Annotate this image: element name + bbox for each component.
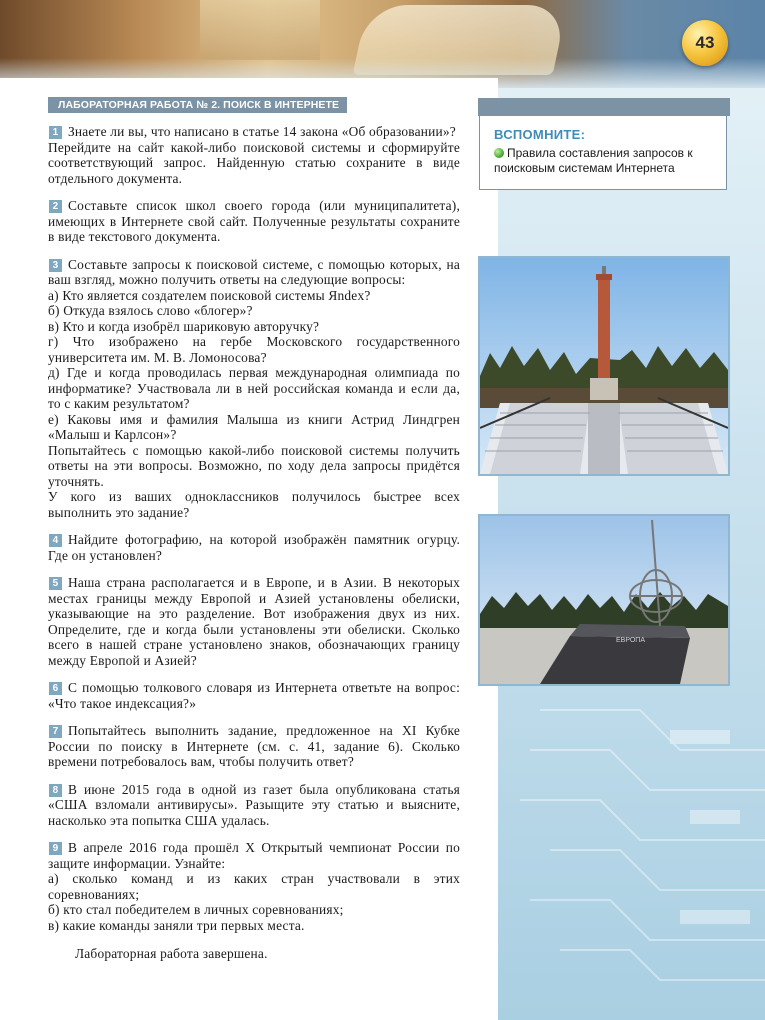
obelisk-photo-icon	[480, 258, 728, 474]
task-line	[48, 319, 460, 335]
photo-europe-asia-obelisk-stairs	[478, 256, 730, 476]
task-line	[48, 902, 460, 918]
task-number-badge: 9	[49, 842, 62, 855]
task-text: а) Кто является создателем поисковой системы Яndex?	[48, 287, 371, 303]
task-9	[48, 840, 460, 933]
photo-europe-asia-obelisk-modern	[478, 514, 730, 686]
task-line	[48, 871, 460, 902]
task-text: С помощью толкового словаря из Интернета ответьте на вопрос: «Что такое индексация?»	[48, 680, 460, 711]
task-text: Попытайтесь с помощью какой-либо поисковой системы получить ответы на эти вопросы. Возможно, по ходу дела запросы придётся уточнять.	[48, 442, 460, 489]
task-number-badge: 1	[49, 126, 62, 139]
task-line	[48, 782, 460, 829]
task-line	[48, 303, 460, 319]
task-number-badge: 6	[49, 682, 62, 695]
task-text: д) Где и когда проводилась первая международная олимпиада по информатике? Участвовала ли в ней российская команда и если да, то с каким результатом?	[48, 365, 460, 411]
completed-note: Лабораторная работа завершена.	[75, 946, 268, 961]
task-line	[48, 489, 460, 520]
remember-item	[494, 146, 716, 176]
task-text: г) Что изображено на гербе Московского государственного университета им. М. В. Ломоносова?	[48, 334, 460, 365]
lab-title: ЛАБОРАТОРНАЯ РАБОТА № 2. ПОИСК В ИНТЕРНЕТЕ	[48, 97, 347, 113]
task-6	[48, 680, 460, 711]
task-4	[48, 532, 460, 563]
sign-europe: ЕВРОПА	[616, 637, 645, 644]
task-number-badge: 8	[49, 784, 62, 797]
task-text: У кого из ваших одноклассников получилось быстрее всех выполнить это задание?	[48, 489, 460, 520]
task-line	[48, 257, 460, 288]
task-number-badge: 2	[49, 200, 62, 213]
task-line	[48, 198, 460, 245]
obelisk-modern-photo-icon	[480, 516, 728, 684]
task-line	[48, 840, 460, 871]
task-line	[48, 532, 460, 563]
task-line	[48, 140, 460, 187]
task-text: Знаете ли вы, что написано в статье 14 закона «Об образовании»?	[68, 124, 456, 139]
task-text: б) Откуда взялось слово «блогер»?	[48, 303, 253, 318]
remember-content	[479, 116, 727, 190]
task-text: Составьте запросы к поисковой системе, с помощью которых, на ваш взгляд, можно получить ответы на следующие вопросы:	[48, 256, 460, 287]
task-text: Перейдите на сайт какой-либо поисковой системы и сформируйте соответствующий запрос. Найденную статью сохраните в виде отдельного документа.	[48, 139, 460, 186]
task-line	[48, 443, 460, 490]
task-text: Составьте список школ своего города (или муниципалитета), имеющих в Интернете свой сайт. Полученные результаты сохраните в виде текстового документа.	[48, 198, 460, 244]
circuit-background-decor	[520, 690, 765, 990]
task-line	[48, 334, 460, 365]
task-number-badge: 5	[49, 577, 62, 590]
task-text: а) сколько команд и из каких стран участвовали в этих соревнованиях;	[48, 871, 460, 902]
task-5	[48, 575, 460, 668]
task-line	[48, 124, 460, 140]
task-line	[48, 412, 460, 443]
task-text: е) Каковы имя и фамилия Малыша из книги Астрид Линдгрен «Малыш и Карлсон»?	[48, 411, 460, 442]
header-decor-book	[200, 0, 320, 60]
task-text: Наша страна располагается и в Европе, и в Азии. В некоторых местах границы между Европой и Азией установлены обелиски, указывающие на это разделение. Вот изображения двух из них. Определите, где и когда были установлены эти обелиски. Сколько всего в нашей стране установлено знаков, обозначающих границу между Европой и Азией?	[48, 575, 460, 668]
task-text: б) кто стал победителем в личных соревнованиях;	[48, 902, 344, 917]
task-line	[48, 918, 460, 934]
task-text: В июне 2015 года в одной из газет была опубликована статья «США взломали антивирусы». Разыщите эту статью и выясните, насколько эта попытка США удалась.	[48, 781, 460, 828]
task-line	[48, 288, 460, 304]
task-1	[48, 124, 460, 186]
task-3	[48, 257, 460, 521]
task-line	[48, 575, 460, 668]
task-list	[48, 124, 460, 945]
task-text: в) Кто и когда изобрёл шариковую авторучку?	[48, 318, 320, 334]
remember-header-bar	[478, 98, 730, 116]
task-line	[48, 365, 460, 412]
task-line	[48, 680, 460, 711]
page-header-banner	[0, 0, 765, 88]
task-number-badge: 7	[49, 725, 62, 738]
remember-item-text: Правила составления запросов к поисковым системам Интернета	[494, 146, 693, 175]
task-text: в) какие команды заняли три первых места.	[48, 917, 305, 933]
task-text: Найдите фотографию, на которой изображён памятник огурцу. Где он установлен?	[48, 532, 460, 563]
task-line	[48, 723, 460, 770]
bullet-icon	[494, 148, 504, 158]
page-number-badge: 43	[682, 20, 728, 66]
task-7	[48, 723, 460, 770]
remember-box	[478, 98, 730, 193]
task-text: В апреле 2016 года прошёл X Открытый чемпионат России по защите информации. Узнайте:	[48, 840, 460, 871]
remember-heading: ВСПОМНИТЕ:	[494, 127, 586, 142]
task-2	[48, 198, 460, 245]
task-text: Попытайтесь выполнить задание, предложенное на XI Кубке России по поиску в Интернете (см. с. 41, задание 6). Сколько времени потребовалось вам, чтобы получить ответ?	[48, 723, 460, 769]
task-number-badge: 4	[49, 534, 62, 547]
task-8	[48, 782, 460, 829]
task-number-badge: 3	[49, 259, 62, 272]
